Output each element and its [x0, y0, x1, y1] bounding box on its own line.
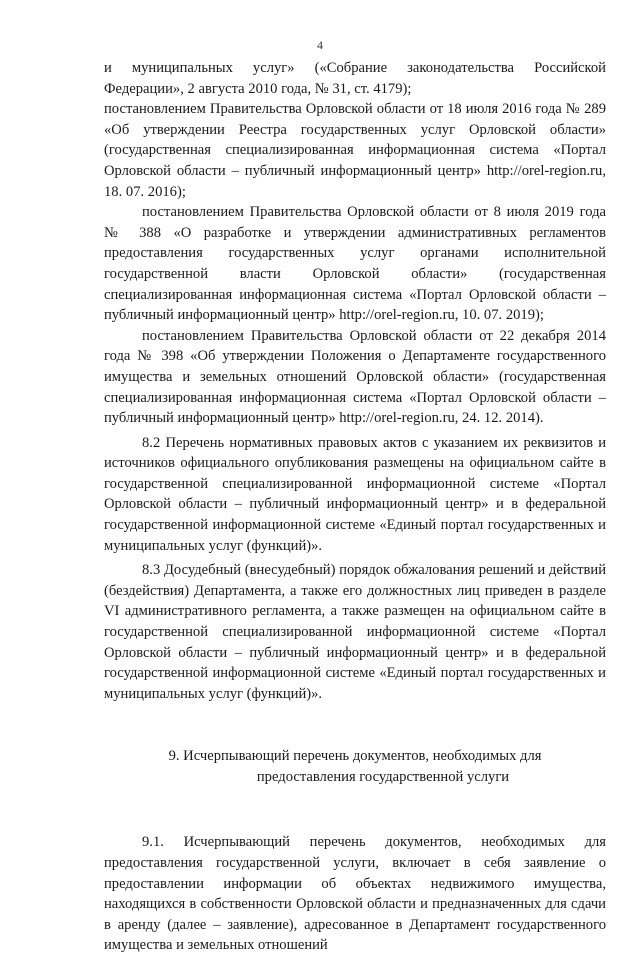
- section-heading-line2: предоставления государственной услуги: [256, 769, 510, 786]
- paragraph-resolution-398: постановлением Правительства Орловской области от 22 декабря 2014 года № 398 «Об утверждении Положения о Департаменте государственного имущества и земельных отношений Орловской области» (государственная специализированная информационная система «Портал Орловской области – публичный информационный центр» http://orel-region.ru, 24. 12. 2014).: [104, 327, 606, 427]
- paragraph-resolution-388: постановлением Правительства Орловской области от 8 июля 2019 года № 388 «О разработке и утверждении административных регламентов предоставления государственных услуг органами исполнительной государственной власти Орловской области» (государственная специализированная информационная система «Портал Орловской области – публичный информационный центр» http://orel-region.ru, 10. 07. 2019);: [104, 204, 606, 324]
- paragraph-8-2: 8.2 Перечень нормативных правовых актов с указанием их реквизитов и источников официального опубликования размещены на официальном сайте в государственной специализированной информационной системе «Портал Орловской области – публичный информационный центр» и в федеральной государственной информационной системе «Единый портал государственных и муниципальных услуг (функций)».: [104, 434, 606, 554]
- document-body: [104, 58, 606, 956]
- paragraph-9-1: 9.1. Исчерпывающий перечень документов, необходимых для предоставления государственной услуги, включает в себя заявление о предоставлении информации об объектах недвижимого имущества, находящихся в собственности Орловской области и предназначенных для сдачи в аренду (далее – заявление), адресованное в Департамент государственного имущества и земельных отношений: [104, 834, 606, 954]
- paragraph-resolution-289: постановлением Правительства Орловской области от 18 июля 2016 года № 289 «Об утверждении Реестра государственных услуг Орловской области» (государственная специализированная информационная система «Портал Орловской области – публичный информационный центр» http://orel-region.ru, 18. 07. 2016);: [104, 101, 606, 200]
- paragraph-continuation: и муниципальных услуг» («Собрание законодательства Российской Федерации», 2 августа 2010 года, № 31, ст. 4179);: [104, 60, 606, 97]
- page-number: 4: [317, 38, 323, 52]
- section-heading: [104, 746, 606, 788]
- section-heading-line1: 9. Исчерпывающий перечень документов, необходимых для: [168, 748, 542, 765]
- paragraph-8-3: 8.3 Досудебный (внесудебный) порядок обжалования решений и действий (бездействия) Департамента, а также его должностных лиц приведен в разделе VI административного регламента, а также размещен на официальном сайте в государственной специализированной информационной системе «Портал Орловской области – публичный информационный центр» и в федеральной государственной информационной системе «Единый портал государственных и муниципальных услуг (функций)».: [104, 562, 606, 702]
